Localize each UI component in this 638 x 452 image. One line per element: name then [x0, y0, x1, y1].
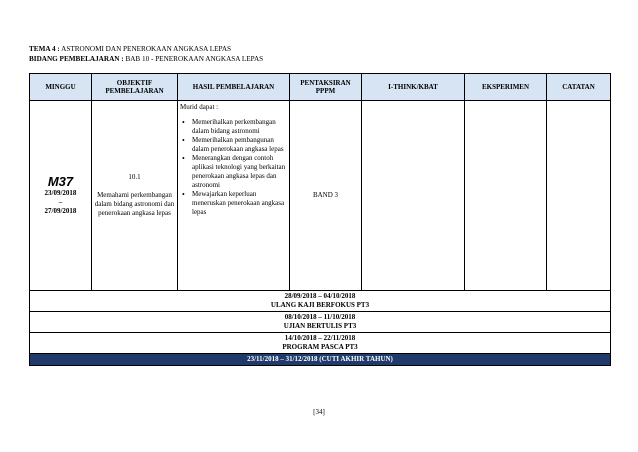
table-row	[30, 101, 611, 291]
cell-objektif	[92, 101, 178, 291]
objektif-code: 10.1	[128, 173, 141, 181]
holiday-text: 23/11/2018 – 31/12/2018 (CUTI AKHIR TAHUN)	[30, 354, 611, 366]
hasil-list	[180, 118, 287, 217]
band-row-ujian	[30, 312, 611, 333]
cell-hasil	[178, 101, 290, 291]
cell-pentaksiran: BAND 3	[290, 101, 362, 291]
list-item: • Memerihalkan perkembangan dalam bidang astronomi	[192, 118, 287, 136]
page-number: [34]	[313, 408, 325, 416]
band-label: ULANG KAJI BERFOKUS PT3	[270, 301, 370, 309]
bidang-line	[29, 54, 263, 64]
band-dates: 08/10/2018 – 11/10/2018	[284, 313, 356, 321]
col-header-ithink: I-THINK/KBAT	[362, 74, 465, 101]
week-sep: –	[58, 198, 63, 206]
cell-minggu	[30, 101, 92, 291]
band-label: UJIAN BERTULIS PT3	[283, 322, 357, 330]
col-header-minggu: MINGGU	[30, 74, 92, 101]
tema-value: ASTRONOMI DAN PENEROKAAN ANGKASA LEPAS	[61, 45, 232, 53]
bidang-label: BIDANG PEMBELAJARAN :	[29, 55, 124, 63]
week-start: 23/09/2018	[44, 189, 77, 197]
band-dates: 14/10/2018 – 22/11/2018	[284, 334, 356, 342]
band-label: PROGRAM PASCA PT3	[282, 343, 358, 351]
tema-label: TEMA 4 :	[29, 45, 60, 53]
table-header-row	[30, 74, 611, 101]
col-header-catatan: CATATAN	[547, 74, 611, 101]
col-header-pentaksiran: PENTAKSIRAN PPPM	[290, 74, 362, 101]
list-item: • Menerangkan dengan contoh aplikasi teknologi yang berkaitan penerokaan angkasa lepas dan astronomi	[192, 154, 287, 190]
band-row-pasca	[30, 333, 611, 354]
cell-ithink	[362, 101, 465, 291]
hasil-intro: Murid dapat :	[180, 103, 219, 111]
week-end: 27/09/2018	[44, 207, 77, 215]
cell-eksperimen	[465, 101, 547, 291]
document-header	[29, 44, 263, 64]
col-header-hasil: HASIL PEMBELAJARAN	[178, 74, 290, 101]
week-code: M37	[47, 174, 74, 189]
objektif-text: Memahami perkembangan dalam bidang astronomi dan penerokaan angkasa lepas	[94, 191, 175, 217]
bidang-value: BAB 10 - PENEROKAAN ANGKASA LEPAS	[125, 55, 264, 63]
col-header-eksperimen: EKSPERIMEN	[465, 74, 547, 101]
cell-catatan	[547, 101, 611, 291]
list-item: • Mewajarkan keperluan meneruskan penerokaan angkasa lepas	[192, 190, 287, 217]
tema-line	[29, 44, 263, 54]
lesson-plan-table	[29, 73, 611, 366]
band-row-holiday	[30, 354, 611, 366]
list-item: • Memerihalkan pembangunan dalam penerokaan angkasa lepas	[192, 136, 287, 154]
col-header-objektif: OBJEKTIF PEMBELAJARAN	[92, 74, 178, 101]
band-dates: 28/09/2018 – 04/10/2018	[284, 292, 356, 300]
band-row-ulangkaji	[30, 291, 611, 312]
